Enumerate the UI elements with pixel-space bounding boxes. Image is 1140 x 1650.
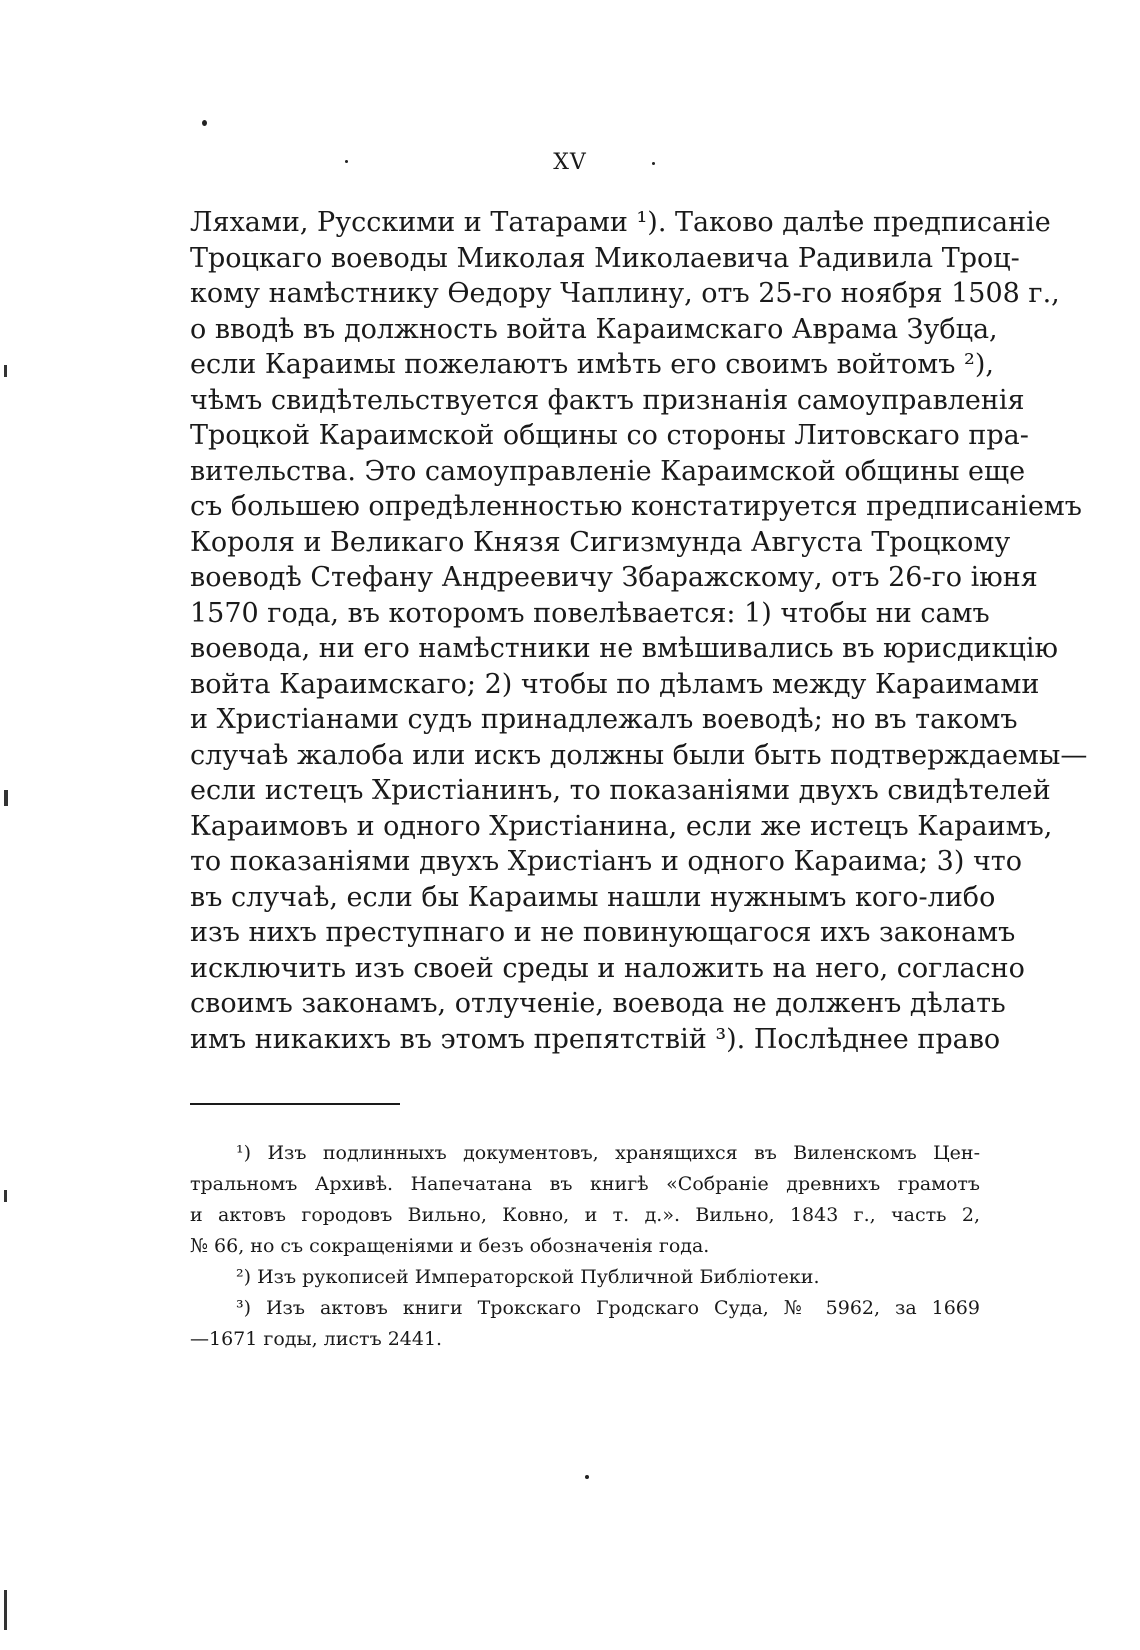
body-line: то показаніями двухъ Христіанъ и одного Караима; 3) что <box>190 846 1022 877</box>
scan-edge-mark <box>4 1190 7 1202</box>
body-line: воеводѣ Стефану Андреевичу Збаражскому, отъ 26-го іюня <box>190 562 1038 593</box>
scan-edge-mark <box>4 790 8 806</box>
footnote-separator-rule <box>190 1103 400 1105</box>
footnote-line: ²) Изъ рукописей Императорской Публичной Библіотеки. <box>236 1266 820 1288</box>
scan-speck <box>202 120 207 126</box>
scan-edge-mark <box>4 365 7 377</box>
footnote-line: № 66, но съ сокращеніями и безъ обозначенія года. <box>190 1235 710 1257</box>
scan-speck <box>345 160 348 163</box>
body-line: чѣмъ свидѣтельствуется фактъ признанія самоуправленія <box>190 384 1025 416</box>
body-line: воевода, ни его намѣстники не вмѣшивались въ юрисдикцію <box>190 633 1059 664</box>
body-line: 1570 года, въ которомъ повелѣвается: 1) чтобы ни самъ <box>190 597 990 629</box>
body-line: Короля и Великаго Князя Сигизмунда Августа Троцкому <box>190 526 1011 558</box>
body-line: если Караимы пожелаютъ имѣть его своимъ войтомъ ²), <box>190 349 994 380</box>
footnote-line: ³) Изъ актовъ книги Трокскаго Гродскаго Суда, № 5962, за 1669 <box>236 1297 980 1319</box>
body-line: въ случаѣ, если бы Караимы нашли нужнымъ кого-либо <box>190 881 996 913</box>
footnotes <box>190 1138 980 1355</box>
body-line: случаѣ жалоба или искъ должны были быть подтверждаемы— <box>190 739 1088 771</box>
body-line: кому намѣстнику Ѳедору Чаплину, отъ 25-го ноября 1508 г., <box>190 278 1060 309</box>
scan-speck <box>652 162 655 165</box>
body-text <box>190 205 1088 1057</box>
body-line: Караимовъ и одного Христіанина, если же истецъ Караимъ, <box>190 810 1053 842</box>
scan-speck <box>585 1475 589 1479</box>
body-line: своимъ законамъ, отлученіе, воевода не долженъ дѣлать <box>190 988 1006 1019</box>
body-line: если истецъ Христіанинъ, то показаніями двухъ свидѣтелей <box>190 775 1051 806</box>
body-line: войта Караимскаго; 2) чтобы по дѣламъ между Караимами <box>190 668 1040 700</box>
body-line: исключить изъ своей среды и наложить на него, согласно <box>190 952 1025 984</box>
body-line: имъ никакихъ въ этомъ препятствій ³). Послѣднее право <box>190 1023 1001 1055</box>
body-line: изъ нихъ преступнаго и не повинующагося ихъ законамъ <box>190 917 1016 948</box>
page-number: XV <box>553 150 587 175</box>
body-line: Троцкой Караимской общины со стороны Литовскаго пра- <box>190 420 1029 451</box>
body-line: Ляхами, Русскими и Татарами ¹). Таково далѣе предписаніе <box>190 207 1051 238</box>
footnote-line: и актовъ городовъ Вильно, Ковно, и т. д.». Вильно, 1843 г., часть 2, <box>190 1204 980 1226</box>
body-line: Троцкаго воеводы Миколая Миколаевича Радивила Троц- <box>190 242 1020 274</box>
footnote-line: тральномъ Архивѣ. Напечатана въ книгѣ «Собраніе древнихъ грамотъ <box>190 1173 980 1195</box>
scan-edge-mark <box>4 1590 7 1630</box>
body-line: и Христіанами судъ принадлежалъ воеводѣ; но въ такомъ <box>190 704 1018 735</box>
footnote-line: —1671 годы, листъ 2441. <box>190 1328 443 1350</box>
body-line: о вводѣ въ должность войта Караимскаго Аврама Зубца, <box>190 313 998 345</box>
body-line: съ большею опредѣленностью констатируется предписаніемъ <box>190 491 1082 522</box>
footnote-line: ¹) Изъ подлинныхъ документовъ, хранящихся въ Виленскомъ Цен- <box>236 1142 980 1164</box>
body-line: вительства. Это самоуправленіе Караимской общины еще <box>190 455 1026 487</box>
